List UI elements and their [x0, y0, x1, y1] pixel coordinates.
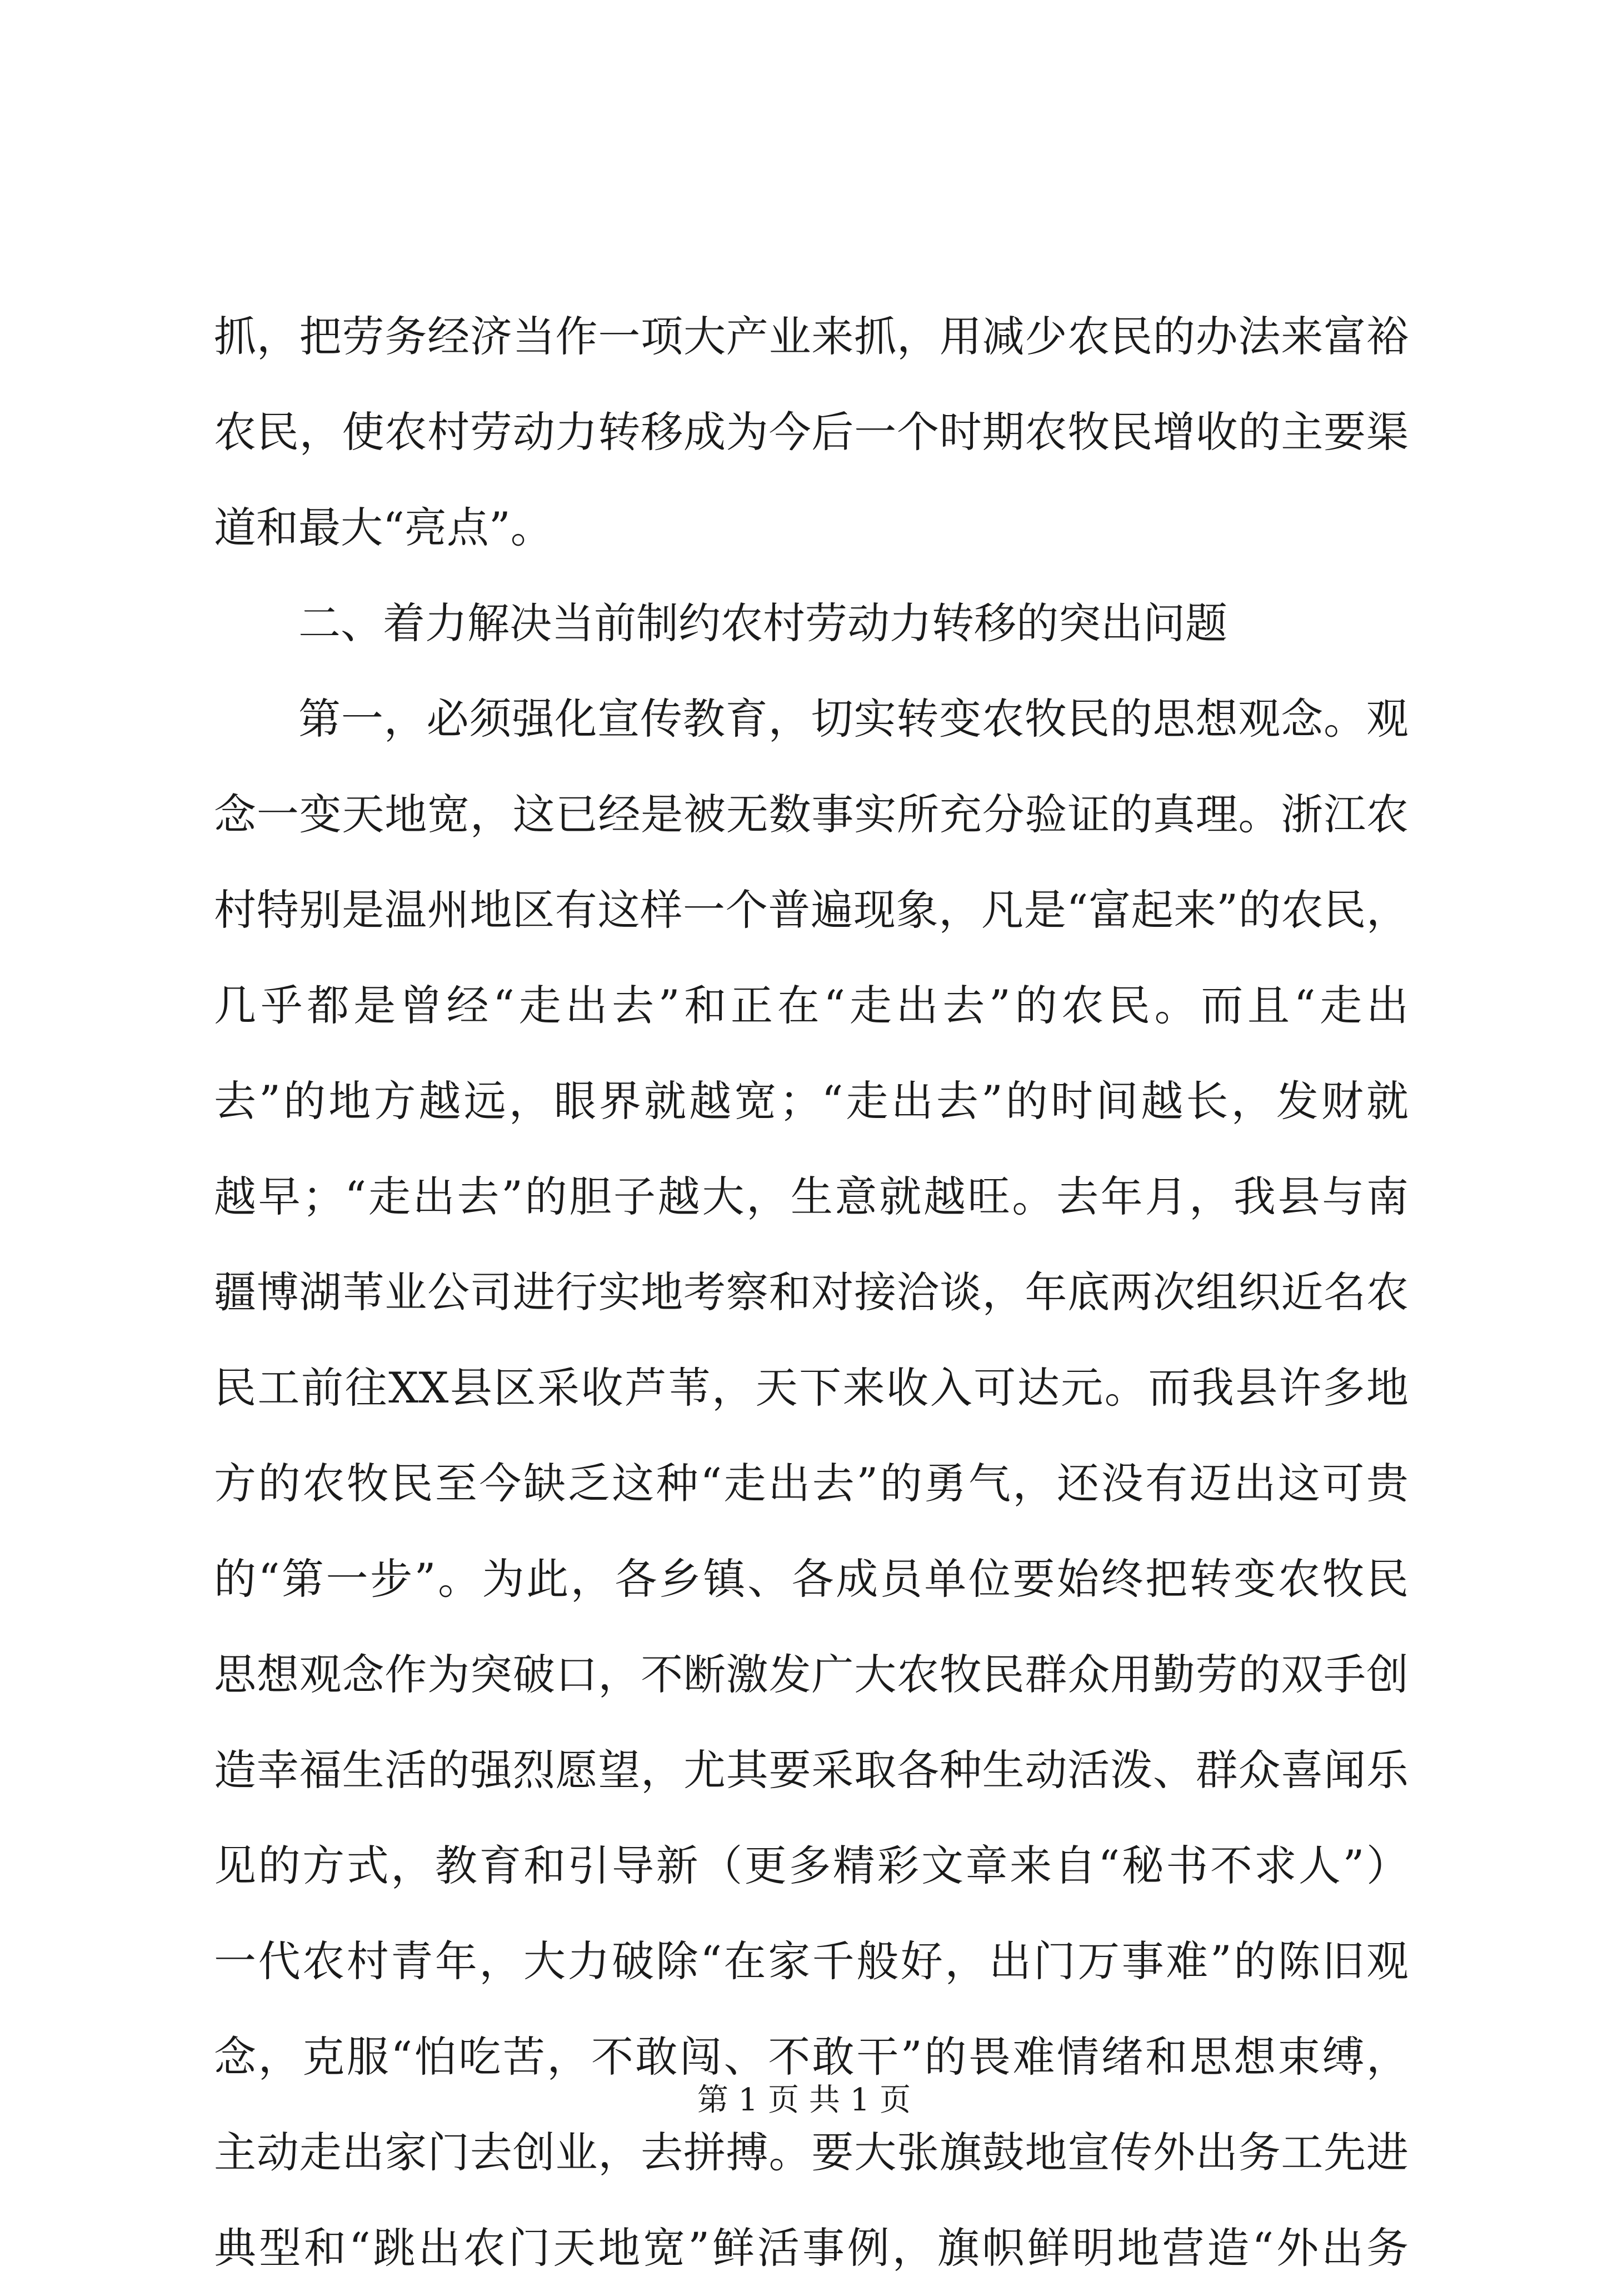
text-line: 民工前往XX县区采收芦苇，天下来收入可达元。而我县许多地 [214, 1363, 1409, 1412]
text-line: 村特别是温州地区有这样一个普遍现象，凡是“富起来”的农民， [214, 885, 1409, 935]
text-line: 主动走出家门去创业，去拼搏。要大张旗鼓地宣传外出务工先进 [214, 2128, 1409, 2177]
page-number-label: 第 1 页 共 1 页 [697, 2082, 911, 2118]
text-line: 第一，必须强化宣传教育，切实转变农牧民的思想观念。观 [298, 694, 1409, 743]
text-line: 典型和“跳出农门天地宽”鲜活事例，旗帜鲜明地营造“外出务 [214, 2223, 1409, 2273]
document-body [214, 289, 1409, 2296]
section-heading: 二、着力解决当前制约农村劳动力转移的突出问题 [298, 598, 1227, 648]
text-line: 越早；“走出去”的胆子越大，生意就越旺。去年月，我县与南 [214, 1172, 1409, 1221]
text-line: 农民，使农村劳动力转移成为今后一个时期农牧民增收的主要渠 [214, 407, 1409, 457]
page-footer [0, 2078, 1608, 2123]
text-line: 几乎都是曾经“走出去”和正在“走出去”的农民。而且“走出 [214, 981, 1409, 1030]
text-line: 思想观念作为突破口，不断激发广大农牧民群众用勤劳的双手创 [214, 1650, 1409, 1699]
text-line: 方的农牧民至今缺乏这种“走出去”的勇气，还没有迈出这可贵 [214, 1459, 1409, 1508]
text-line: 念一变天地宽，这已经是被无数事实所充分验证的真理。浙江农 [214, 790, 1409, 839]
text-line: 一代农村青年，大力破除“在家千般好，出门万事难”的陈旧观 [214, 1936, 1409, 1986]
text-line: 道和最大“亮点”。 [214, 503, 553, 552]
text-line: 造幸福生活的强烈愿望，尤其要采取各种生动活泼、群众喜闻乐 [214, 1745, 1409, 1795]
text-line: 去”的地方越远，眼界就越宽；“走出去”的时间越长，发财就 [214, 1076, 1409, 1126]
text-line: 见的方式，教育和引导新（更多精彩文章来自“秘书不求人”） [214, 1841, 1409, 1890]
text-line: 念，克服“怕吃苦，不敢闯、不敢干”的畏难情绪和思想束缚， [214, 2032, 1409, 2082]
text-line: 的“第一步”。为此，各乡镇、各成员单位要始终把转变农牧民 [214, 1554, 1409, 1604]
text-line: 抓，把劳务经济当作一项大产业来抓，用减少农民的办法来富裕 [214, 312, 1409, 361]
text-line: 疆博湖苇业公司进行实地考察和对接洽谈，年底两次组织近名农 [214, 1267, 1409, 1317]
